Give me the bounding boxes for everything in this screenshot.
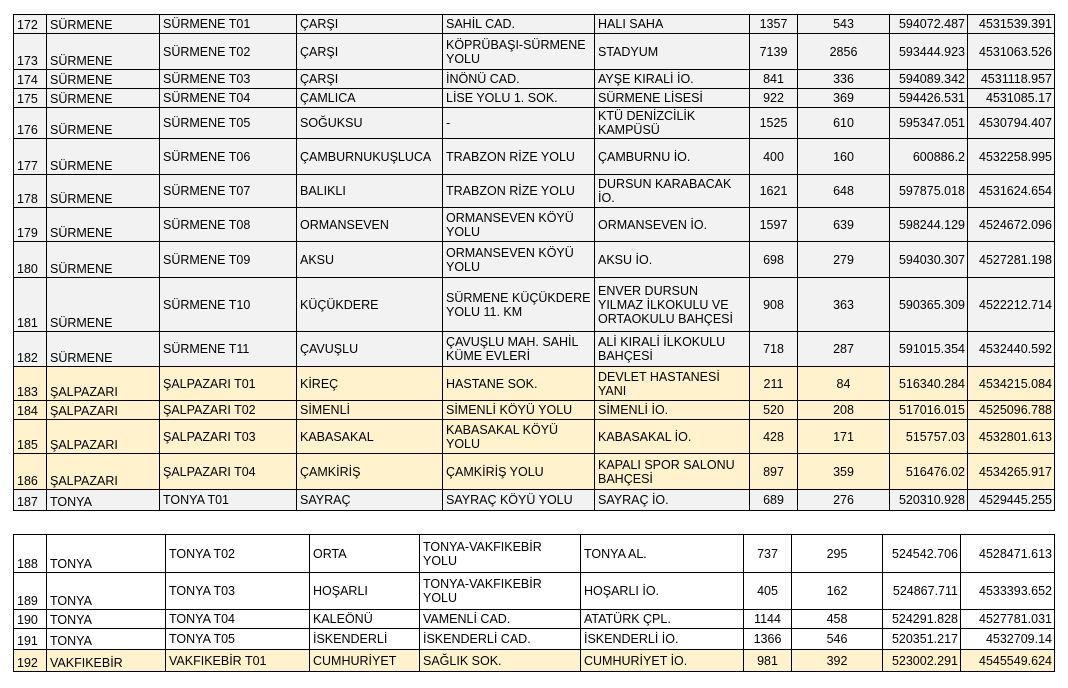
cell-area-code: TONYA T04 [166,610,310,629]
cell-row-number: 186 [14,454,47,490]
cell-x-coordinate: 591015.354 [890,332,968,367]
cell-area-code: SÜRMENE T05 [160,108,297,139]
cell-street: VAMENLİ CAD. [420,610,581,629]
cell-x-coordinate: 594089.342 [890,70,968,89]
table-row [14,367,1055,401]
cell-location: HOŞARLI İO. [581,573,744,610]
cell-row-number: 175 [14,89,47,108]
cell-capacity-1: 908 [750,278,798,332]
cell-neighborhood: SOĞUKSU [297,108,443,139]
cell-capacity-2: 208 [798,401,890,420]
table-row [14,401,1055,420]
cell-location: ALİ KIRALİ İLKOKULU BAHÇESİ [595,332,750,367]
table-row [14,139,1055,175]
cell-neighborhood: BALIKLI [297,175,443,208]
cell-y-coordinate: 4545549.624 [961,650,1055,672]
cell-area-code: TONYA T02 [166,535,310,573]
cell-location: DURSUN KARABACAK İO. [595,175,750,208]
cell-location: HALI SAHA [595,15,750,34]
cell-capacity-2: 2856 [798,34,890,70]
table-1-body [14,15,1055,511]
cell-area-code: SÜRMENE T09 [160,242,297,278]
cell-location: ATATÜRK ÇPL. [581,610,744,629]
table-row [14,490,1055,511]
table-row [14,629,1055,650]
cell-location: SÜRMENE LİSESİ [595,89,750,108]
assembly-area-table-1 [13,14,1055,511]
cell-location: KAPALI SPOR SALONU BAHÇESİ [595,454,750,490]
cell-location: SAYRAÇ İO. [595,490,750,511]
cell-x-coordinate: 597875.018 [890,175,968,208]
cell-district: SÜRMENE [47,208,160,242]
cell-capacity-2: 639 [798,208,890,242]
cell-row-number: 178 [14,175,47,208]
cell-location: TONYA AL. [581,535,744,573]
table-row [14,89,1055,108]
cell-x-coordinate: 593444.923 [890,34,968,70]
cell-neighborhood: ÇARŞI [297,15,443,34]
cell-y-coordinate: 4529445.255 [968,490,1055,511]
cell-capacity-1: 981 [744,650,792,672]
cell-street: LİSE YOLU 1. SOK. [443,89,595,108]
cell-x-coordinate: 600886.2 [890,139,968,175]
cell-district: SÜRMENE [47,175,160,208]
cell-neighborhood: KABASAKAL [297,420,443,454]
cell-y-coordinate: 4527281.198 [968,242,1055,278]
cell-capacity-2: 276 [798,490,890,511]
table-row [14,278,1055,332]
cell-district: SÜRMENE [47,89,160,108]
cell-x-coordinate: 594426.531 [890,89,968,108]
cell-area-code: ŞALPAZARI T04 [160,454,297,490]
cell-area-code: SÜRMENE T04 [160,89,297,108]
cell-capacity-2: 336 [798,70,890,89]
cell-x-coordinate: 523002.291 [883,650,961,672]
cell-row-number: 184 [14,401,47,420]
cell-y-coordinate: 4525096.788 [968,401,1055,420]
cell-district: ŞALPAZARI [47,401,160,420]
cell-capacity-1: 7139 [750,34,798,70]
cell-location: İSKENDERLİ İO. [581,629,744,650]
cell-location: SİMENLİ İO. [595,401,750,420]
cell-capacity-2: 279 [798,242,890,278]
cell-neighborhood: ÇAMBURNUKUŞLUCA [297,139,443,175]
cell-district: TONYA [47,535,166,573]
cell-district: TONYA [47,573,166,610]
cell-neighborhood: ÇAMLICA [297,89,443,108]
cell-neighborhood: CUMHURİYET [310,650,420,672]
cell-x-coordinate: 594072.487 [890,15,968,34]
cell-x-coordinate: 515757.03 [890,420,968,454]
cell-x-coordinate: 516340.284 [890,367,968,401]
cell-neighborhood: ÇARŞI [297,70,443,89]
cell-district: SÜRMENE [47,139,160,175]
cell-y-coordinate: 4532801.613 [968,420,1055,454]
cell-street: KÖPRÜBAŞI-SÜRMENE YOLU [443,34,595,70]
cell-y-coordinate: 4531118.957 [968,70,1055,89]
cell-y-coordinate: 4528471.613 [961,535,1055,573]
cell-area-code: VAKFIKEBİR T01 [166,650,310,672]
cell-area-code: ŞALPAZARI T01 [160,367,297,401]
cell-y-coordinate: 4531624.654 [968,175,1055,208]
table-row [14,34,1055,70]
table-row [14,15,1055,34]
cell-area-code: SÜRMENE T06 [160,139,297,175]
cell-neighborhood: SİMENLİ [297,401,443,420]
cell-y-coordinate: 4534265.917 [968,454,1055,490]
cell-capacity-2: 610 [798,108,890,139]
cell-capacity-1: 1366 [744,629,792,650]
cell-neighborhood: KALEÖNÜ [310,610,420,629]
cell-y-coordinate: 4533393.652 [961,573,1055,610]
cell-x-coordinate: 590365.309 [890,278,968,332]
cell-area-code: ŞALPAZARI T02 [160,401,297,420]
cell-row-number: 191 [14,629,47,650]
cell-district: ŞALPAZARI [47,367,160,401]
cell-capacity-2: 295 [792,535,883,573]
cell-row-number: 172 [14,15,47,34]
cell-street: SAĞLIK SOK. [420,650,581,672]
cell-x-coordinate: 524867.711 [883,573,961,610]
cell-street: ORMANSEVEN KÖYÜ YOLU [443,208,595,242]
cell-neighborhood: İSKENDERLİ [310,629,420,650]
cell-capacity-2: 84 [798,367,890,401]
table-row [14,242,1055,278]
cell-row-number: 176 [14,108,47,139]
cell-capacity-1: 400 [750,139,798,175]
table-row [14,332,1055,367]
cell-capacity-1: 1357 [750,15,798,34]
cell-row-number: 185 [14,420,47,454]
cell-district: SÜRMENE [47,70,160,89]
cell-capacity-1: 737 [744,535,792,573]
cell-area-code: SÜRMENE T01 [160,15,297,34]
table-row [14,175,1055,208]
cell-row-number: 189 [14,573,47,610]
cell-location: STADYUM [595,34,750,70]
cell-capacity-1: 428 [750,420,798,454]
cell-row-number: 183 [14,367,47,401]
cell-area-code: ŞALPAZARI T03 [160,420,297,454]
table-row [14,573,1055,610]
cell-district: SÜRMENE [47,332,160,367]
cell-y-coordinate: 4530794.407 [968,108,1055,139]
cell-capacity-1: 1597 [750,208,798,242]
table-2-body [14,535,1055,672]
cell-area-code: TONYA T03 [166,573,310,610]
cell-location: ORMANSEVEN İO. [595,208,750,242]
cell-row-number: 173 [14,34,47,70]
cell-street: SÜRMENE KÜÇÜKDERE YOLU 11. KM [443,278,595,332]
cell-x-coordinate: 520351.217 [883,629,961,650]
cell-street: TRABZON RİZE YOLU [443,139,595,175]
table-row [14,70,1055,89]
table-row [14,208,1055,242]
cell-neighborhood: AKSU [297,242,443,278]
cell-district: SÜRMENE [47,108,160,139]
cell-neighborhood: HOŞARLI [310,573,420,610]
cell-capacity-1: 897 [750,454,798,490]
cell-capacity-2: 171 [798,420,890,454]
cell-neighborhood: ÇARŞI [297,34,443,70]
cell-street: ÇAVUŞLU MAH. SAHİL KÜME EVLERİ [443,332,595,367]
cell-neighborhood: KİREÇ [297,367,443,401]
cell-capacity-1: 1525 [750,108,798,139]
cell-row-number: 182 [14,332,47,367]
cell-location: AKSU İO. [595,242,750,278]
cell-district: SÜRMENE [47,15,160,34]
cell-x-coordinate: 520310.928 [890,490,968,511]
cell-street: HASTANE SOK. [443,367,595,401]
cell-capacity-2: 543 [798,15,890,34]
cell-capacity-1: 698 [750,242,798,278]
cell-street: KABASAKAL KÖYÜ YOLU [443,420,595,454]
cell-y-coordinate: 4534215.084 [968,367,1055,401]
cell-y-coordinate: 4531539.391 [968,15,1055,34]
cell-y-coordinate: 4532440.592 [968,332,1055,367]
cell-area-code: SÜRMENE T10 [160,278,297,332]
cell-district: VAKFIKEBİR [47,650,166,672]
cell-location: CUMHURİYET İO. [581,650,744,672]
cell-street: ORMANSEVEN KÖYÜ YOLU [443,242,595,278]
cell-x-coordinate: 595347.051 [890,108,968,139]
cell-street: - [443,108,595,139]
assembly-area-table-2 [13,534,1055,672]
cell-district: TONYA [47,610,166,629]
cell-x-coordinate: 524291.828 [883,610,961,629]
cell-capacity-2: 359 [798,454,890,490]
cell-y-coordinate: 4531085.17 [968,89,1055,108]
cell-neighborhood: ÇAMKİRİŞ [297,454,443,490]
cell-capacity-1: 211 [750,367,798,401]
cell-street: İNÖNÜ CAD. [443,70,595,89]
cell-location: AYŞE KIRALİ İO. [595,70,750,89]
cell-area-code: SÜRMENE T08 [160,208,297,242]
cell-row-number: 177 [14,139,47,175]
cell-capacity-1: 1621 [750,175,798,208]
cell-capacity-1: 689 [750,490,798,511]
cell-capacity-2: 648 [798,175,890,208]
cell-capacity-1: 922 [750,89,798,108]
cell-location: ÇAMBURNU İO. [595,139,750,175]
cell-street: TONYA-VAKFIKEBİR YOLU [420,573,581,610]
cell-capacity-2: 162 [792,573,883,610]
cell-capacity-2: 369 [798,89,890,108]
cell-row-number: 190 [14,610,47,629]
cell-y-coordinate: 4532258.995 [968,139,1055,175]
cell-district: ŞALPAZARI [47,454,160,490]
cell-x-coordinate: 594030.307 [890,242,968,278]
cell-row-number: 181 [14,278,47,332]
cell-row-number: 187 [14,490,47,511]
table-row [14,108,1055,139]
cell-y-coordinate: 4522212.714 [968,278,1055,332]
cell-y-coordinate: 4532709.14 [961,629,1055,650]
cell-y-coordinate: 4531063.526 [968,34,1055,70]
cell-street: SAHİL CAD. [443,15,595,34]
cell-capacity-2: 363 [798,278,890,332]
cell-capacity-2: 546 [792,629,883,650]
cell-row-number: 179 [14,208,47,242]
cell-street: SİMENLİ KÖYÜ YOLU [443,401,595,420]
cell-area-code: SÜRMENE T03 [160,70,297,89]
cell-location: DEVLET HASTANESİ YANI [595,367,750,401]
cell-capacity-2: 458 [792,610,883,629]
cell-y-coordinate: 4527781.031 [961,610,1055,629]
cell-area-code: SÜRMENE T07 [160,175,297,208]
cell-x-coordinate: 517016.015 [890,401,968,420]
table-row [14,420,1055,454]
cell-area-code: TONYA T05 [166,629,310,650]
cell-district: SÜRMENE [47,34,160,70]
table-row [14,650,1055,672]
cell-street: SAYRAÇ KÖYÜ YOLU [443,490,595,511]
table-row [14,454,1055,490]
cell-row-number: 174 [14,70,47,89]
cell-district: TONYA [47,629,166,650]
table-row [14,610,1055,629]
cell-area-code: SÜRMENE T02 [160,34,297,70]
cell-location: KABASAKAL İO. [595,420,750,454]
cell-capacity-1: 1144 [744,610,792,629]
cell-neighborhood: SAYRAÇ [297,490,443,511]
cell-street: TONYA-VAKFIKEBİR YOLU [420,535,581,573]
cell-location: KTÜ DENİZCİLİK KAMPÜSÜ [595,108,750,139]
cell-y-coordinate: 4524672.096 [968,208,1055,242]
cell-capacity-1: 405 [744,573,792,610]
cell-area-code: TONYA T01 [160,490,297,511]
cell-capacity-2: 392 [792,650,883,672]
table-row [14,535,1055,573]
cell-neighborhood: ÇAVUŞLU [297,332,443,367]
cell-district: SÜRMENE [47,242,160,278]
cell-row-number: 180 [14,242,47,278]
cell-area-code: SÜRMENE T11 [160,332,297,367]
cell-neighborhood: ORTA [310,535,420,573]
cell-district: TONYA [47,490,160,511]
cell-capacity-1: 841 [750,70,798,89]
cell-street: TRABZON RİZE YOLU [443,175,595,208]
cell-capacity-2: 287 [798,332,890,367]
cell-neighborhood: ORMANSEVEN [297,208,443,242]
cell-neighborhood: KÜÇÜKDERE [297,278,443,332]
cell-location: ENVER DURSUN YILMAZ İLKOKULU VE ORTAOKULU BAHÇESİ [595,278,750,332]
cell-street: ÇAMKİRİŞ YOLU [443,454,595,490]
cell-district: SÜRMENE [47,278,160,332]
cell-x-coordinate: 524542.706 [883,535,961,573]
cell-capacity-2: 160 [798,139,890,175]
cell-x-coordinate: 516476.02 [890,454,968,490]
cell-row-number: 188 [14,535,47,573]
cell-x-coordinate: 598244.129 [890,208,968,242]
cell-row-number: 192 [14,650,47,672]
cell-capacity-1: 718 [750,332,798,367]
cell-district: ŞALPAZARI [47,420,160,454]
cell-capacity-1: 520 [750,401,798,420]
cell-street: İSKENDERLİ CAD. [420,629,581,650]
